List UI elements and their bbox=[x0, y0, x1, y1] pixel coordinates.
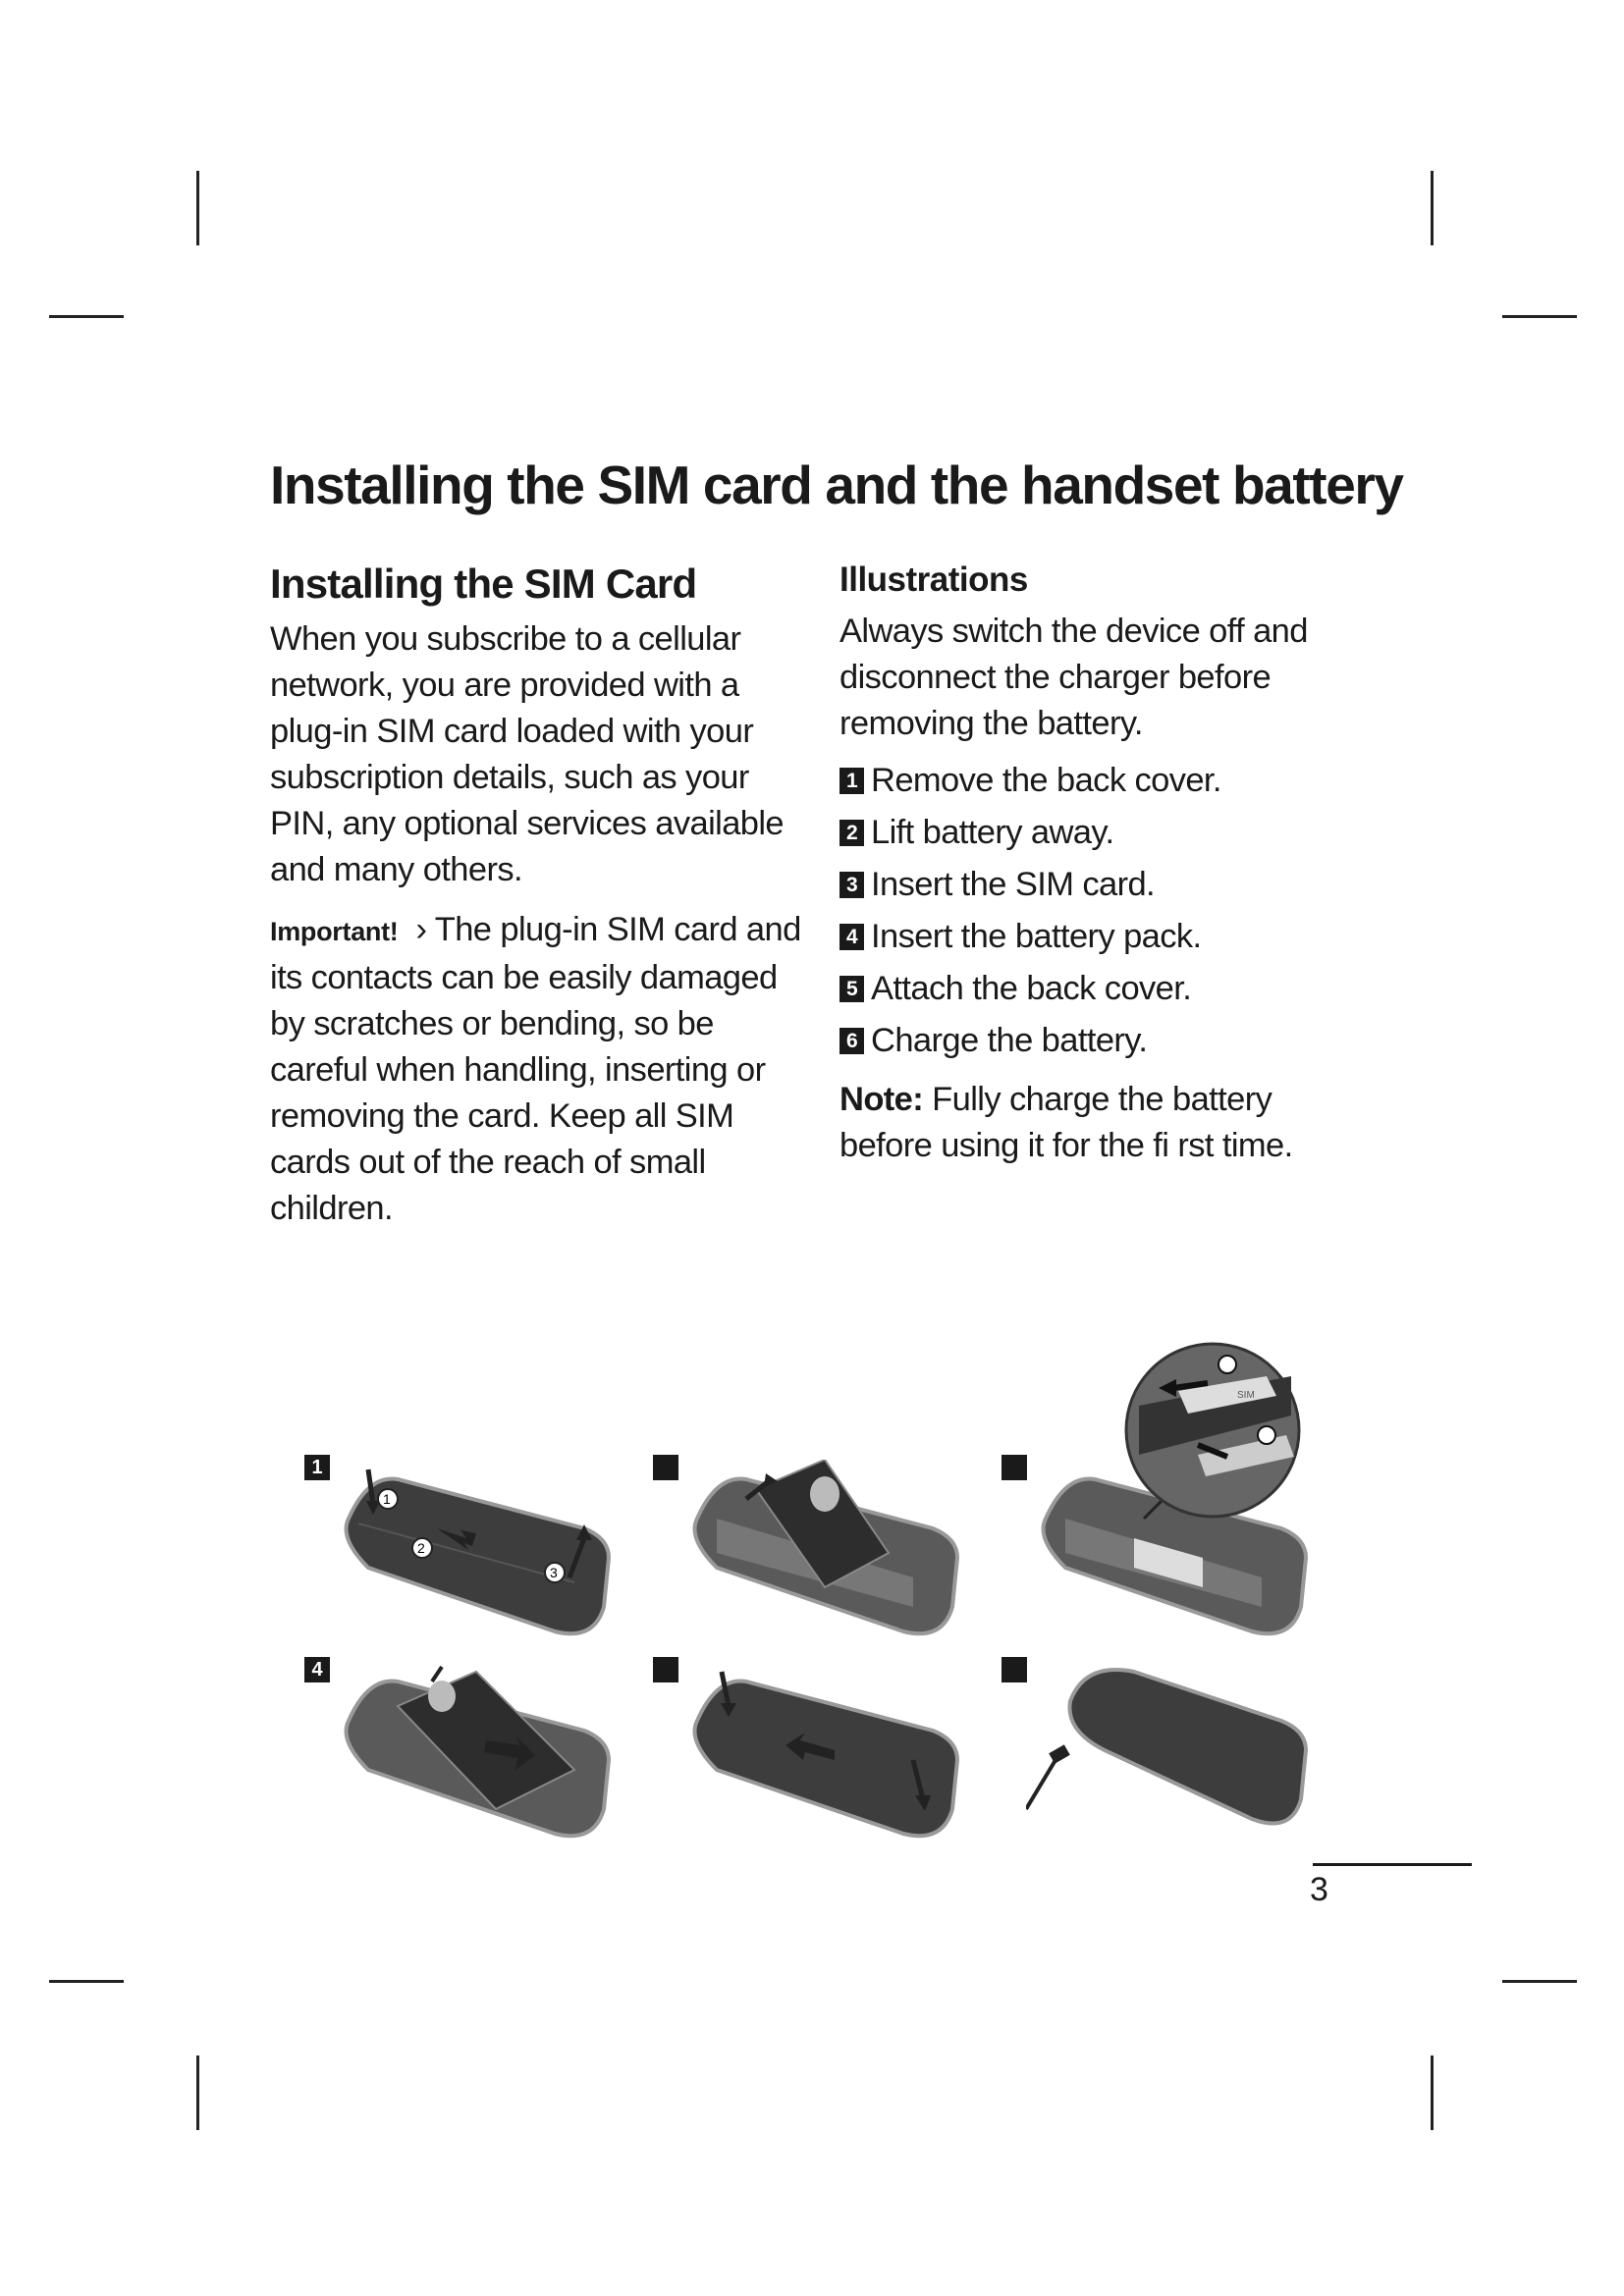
step-number: 6 bbox=[839, 1028, 864, 1054]
crop-mark bbox=[1502, 315, 1577, 318]
note-paragraph bbox=[839, 1077, 1370, 1169]
step-number: 4 bbox=[839, 924, 864, 950]
crop-mark bbox=[196, 171, 199, 245]
callout-number: 2 bbox=[417, 1540, 425, 1556]
step-text: Insert the SIM card. bbox=[871, 866, 1156, 903]
illustrations-section bbox=[839, 560, 1370, 1169]
sim-card-section bbox=[270, 558, 820, 1232]
phone-cover-attach-illustration bbox=[677, 1662, 972, 1848]
step-item bbox=[839, 1015, 1370, 1067]
step-text: Attach the back cover. bbox=[871, 970, 1192, 1007]
step-item bbox=[839, 755, 1370, 807]
figure-remove-cover bbox=[304, 1455, 619, 1651]
important-text: › The plug-in SIM card and its contacts can be easily damaged by scratches or bending, so be careful when handling, inserting or removing the card. Keep all SIM cards out of the reach of small children. bbox=[270, 911, 801, 1227]
figure-attach-cover bbox=[653, 1657, 967, 1853]
page-title: Installing the SIM card and the handset battery bbox=[270, 454, 1403, 515]
step-item bbox=[839, 911, 1370, 963]
illustration-grid bbox=[304, 1345, 1326, 1855]
figure-label bbox=[1001, 1455, 1027, 1480]
phone-battery-illustration bbox=[677, 1460, 972, 1646]
crop-mark bbox=[1502, 1980, 1577, 1983]
callout-number: 1 bbox=[383, 1491, 391, 1507]
figure-label bbox=[653, 1657, 678, 1682]
illustrations-heading: Illustrations bbox=[839, 561, 1028, 599]
step-text: Charge the battery. bbox=[871, 1022, 1148, 1059]
step-number: 1 bbox=[839, 768, 864, 794]
section-heading: Installing the SIM Card bbox=[270, 561, 697, 607]
note-label: Note: bbox=[839, 1081, 924, 1118]
step-number: 5 bbox=[839, 976, 864, 1002]
important-paragraph bbox=[270, 907, 820, 1232]
crop-mark bbox=[49, 1980, 124, 1983]
page-number-rule bbox=[1313, 1863, 1472, 1866]
step-number: 3 bbox=[839, 872, 864, 898]
callout-number: 3 bbox=[550, 1565, 558, 1580]
figure-label: 1 bbox=[304, 1455, 330, 1480]
intro-paragraph: When you subscribe to a cellular network, you are provided with a plug-in SIM card loaded with your subscription details, such as your PIN, any optional services available and many others. bbox=[270, 620, 785, 888]
phone-charging-illustration bbox=[1026, 1662, 1321, 1848]
step-text: Lift battery away. bbox=[871, 814, 1114, 851]
illustrations-intro: Always switch the device off and disconnect the charger before removing the battery. bbox=[839, 613, 1308, 742]
step-text: Insert the battery pack. bbox=[871, 918, 1202, 955]
note-text: Fully charge the battery before using it for the fi rst time. bbox=[839, 1081, 1293, 1164]
crop-mark bbox=[49, 315, 124, 318]
figure-label: 4 bbox=[304, 1657, 330, 1682]
sim-label: SIM bbox=[1237, 1390, 1255, 1401]
step-item bbox=[839, 963, 1370, 1015]
step-item bbox=[839, 859, 1370, 911]
steps-list bbox=[839, 755, 1370, 1067]
sim-zoom-inset bbox=[1119, 1337, 1306, 1523]
phone-back-illustration bbox=[329, 1460, 623, 1646]
figure-label bbox=[653, 1455, 678, 1480]
figure-lift-battery bbox=[653, 1455, 967, 1651]
figure-charge-battery bbox=[1001, 1657, 1316, 1853]
figure-insert-battery bbox=[304, 1657, 619, 1853]
figure-label bbox=[1001, 1657, 1027, 1682]
page-number: 3 bbox=[1310, 1871, 1328, 1908]
crop-mark bbox=[196, 2056, 199, 2130]
crop-mark bbox=[1431, 171, 1434, 245]
phone-battery-insert-illustration bbox=[329, 1662, 623, 1848]
crop-mark bbox=[1431, 2056, 1434, 2130]
step-item bbox=[839, 807, 1370, 859]
step-number: 2 bbox=[839, 820, 864, 846]
important-label: Important! bbox=[270, 917, 399, 946]
step-text: Remove the back cover. bbox=[871, 762, 1221, 799]
